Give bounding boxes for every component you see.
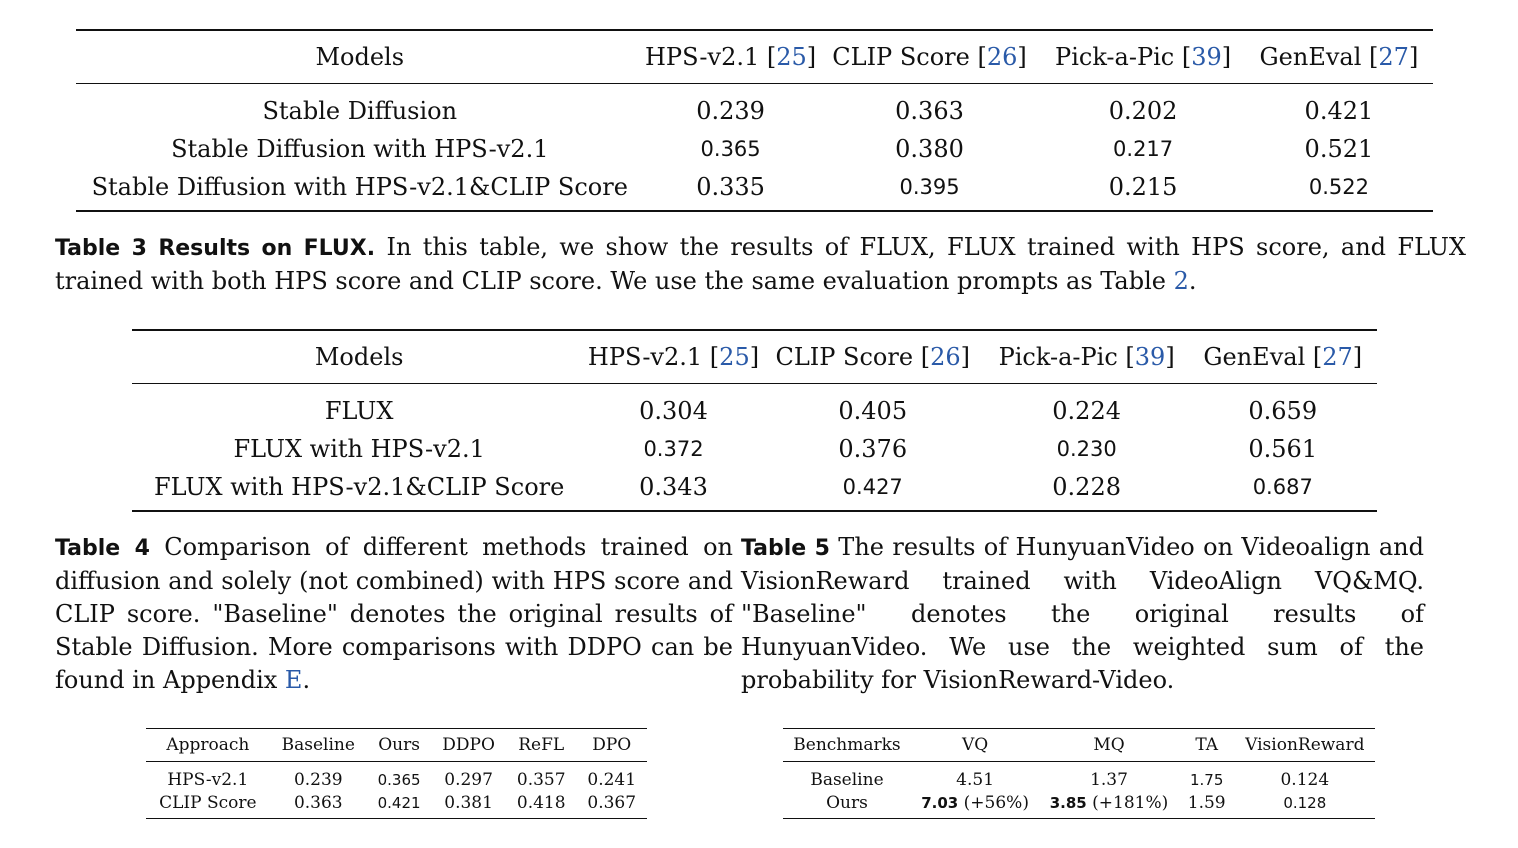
cell-pick: 0.228 [985,468,1189,511]
cell-geneval: 0.521 [1304,135,1374,163]
table-row [132,468,1377,511]
col-header-ours: Ours [367,729,431,762]
cell-refl: 0.418 [506,791,576,819]
col-header-mq: MQ [1039,729,1179,762]
table-header-row [132,330,1377,384]
cell-ddpo: 0.381 [431,791,506,819]
col-header-clip: CLIP Score [26] [818,30,1042,84]
cell-dpo: 0.367 [576,791,647,819]
cell-mq [1039,762,1179,792]
cell-mq [1039,791,1179,819]
table-header-row [146,729,647,762]
cell-refl: 0.357 [516,769,566,790]
col-header-hps-label: HPS-v2.1 [587,343,710,371]
table5-caption [741,531,1424,697]
col-header-baseline: Baseline [270,729,367,762]
table-sd-results [76,29,1433,212]
col-header-geneval-label: GenEval [1259,43,1370,71]
cell-model: FLUX with HPS-v2.1&CLIP Score [132,468,586,511]
table4-caption [55,531,733,697]
cell-vq [911,762,1039,792]
table-row [76,84,1433,131]
table-header-row [783,729,1375,762]
citation-link[interactable]: 39 [1191,43,1222,71]
table-video-results [783,728,1375,819]
col-header-hps: HPS-v2.1 [25] [586,330,760,384]
cell-clip: 0.405 [838,397,908,425]
col-header-approach: Approach [146,729,270,762]
table-row [783,791,1375,819]
citation-link[interactable]: 25 [776,43,807,71]
col-header-benchmarks: Benchmarks [783,729,911,762]
cell-baseline: 0.363 [270,791,367,819]
cell-mq-value-best: 3.85 [1049,793,1087,812]
cell-model: FLUX [324,397,394,425]
cell-hps-best: 0.365 [700,137,761,161]
col-header-geneval-label: GenEval [1203,343,1313,371]
table3-caption-text: In this table, we show the results of FLUX, FLUX trained with HPS score, and FLUX trained with both HPS score and CLIP score. We use the same evaluation prompts as Table [55,233,1467,295]
caption-period: . [302,666,311,694]
citation-link[interactable]: 39 [1134,343,1166,371]
citation-link[interactable]: 27 [1378,43,1409,71]
cell-hps: 0.304 [639,397,708,425]
cell-pick: 0.224 [1052,397,1121,425]
cell-hps: 0.335 [644,168,818,211]
cell-ddpo: 0.297 [444,769,493,790]
table-row [132,384,1377,431]
col-header-dpo: DPO [576,729,647,762]
col-header-refl: ReFL [506,729,576,762]
cell-approach: HPS-v2.1 [167,769,249,790]
table-row [146,791,647,819]
cell-baseline: 0.239 [293,769,343,790]
cell-vq-delta: (+56%) [958,792,1029,813]
col-header-pick: Pick-a-Pic [39] [1041,30,1244,84]
cell-geneval-best: 0.687 [1189,468,1377,511]
col-header-vq: VQ [911,729,1039,762]
appendix-reference-link[interactable]: E [284,666,303,694]
cell-visionreward: 0.124 [1280,769,1330,790]
col-header-ta: TA [1179,729,1235,762]
table4-caption-text: Comparison of different methods trained on diffusion and solely (not combined) with HPS score and CLIP score. "Baseline" denotes the original results of Stable Diffusion. More comparisons with DDPO can be found in Appendix [55,533,734,694]
cell-hps: 0.343 [586,468,760,511]
col-header-clip: CLIP Score [26] [761,330,985,384]
citation-link[interactable]: 27 [1322,343,1353,371]
cell-vq-value-best: 7.03 [921,793,959,812]
col-header-pick-label: Pick-a-Pic [998,343,1126,371]
table-row [783,762,1375,792]
col-header-hps-label: HPS-v2.1 [645,43,767,71]
cell-geneval: 0.561 [1248,435,1318,463]
cell-ours-best: 0.421 [367,791,431,819]
cell-pick: 0.215 [1041,168,1244,211]
cell-model: Stable Diffusion with HPS-v2.1&CLIP Score [76,168,644,211]
cell-mq-delta: (+181%) [1086,792,1169,813]
col-header-pick: Pick-a-Pic [39] [985,330,1189,384]
col-header-models: Models [132,330,586,384]
table-row [132,430,1377,468]
cell-pick-best: 0.217 [1113,137,1174,161]
table-row [76,130,1433,168]
cell-model: FLUX with HPS-v2.1 [233,435,485,463]
citation-link[interactable]: 25 [719,343,750,371]
caption-period: . [1188,267,1197,295]
table3-caption-label: Table 3 Results on FLUX. [55,236,376,261]
cell-clip: 0.380 [895,135,964,163]
cell-ta-best: 1.75 [1189,770,1224,789]
cell-clip: 0.376 [838,435,908,463]
col-header-clip-label: CLIP Score [775,343,921,371]
col-header-geneval: GenEval [27] [1189,330,1377,384]
table-reference-link[interactable]: 2 [1173,267,1189,295]
cell-benchmark: Baseline [810,769,884,790]
cell-vq [911,791,1039,819]
col-header-pick-label: Pick-a-Pic [1055,43,1182,71]
cell-vq-value: 4.51 [956,769,995,790]
citation-link[interactable]: 26 [986,43,1018,71]
table4-caption-label: Table 4 [55,536,150,561]
cell-geneval: 0.659 [1248,397,1318,425]
table-header-row [76,30,1433,84]
cell-hps-best: 0.372 [643,437,704,461]
table5-caption-text: The results of HunyuanVideo on Videoalign and VisionReward trained with VideoAlign VQ&MQ. "Baseline" denotes the original results of HunyuanVideo. We use the weighted sum of the probability for VisionReward-Video. [741,533,1424,694]
cell-ta: 1.59 [1179,791,1235,819]
cell-model: Stable Diffusion with HPS-v2.1 [171,135,549,163]
col-header-ddpo: DDPO [431,729,506,762]
cell-clip-best: 0.427 [761,468,985,511]
table-method-comparison [146,728,647,819]
col-header-geneval: GenEval [27] [1245,30,1433,84]
cell-clip: 0.363 [895,97,964,125]
table-flux-results [132,329,1377,512]
cell-dpo: 0.241 [587,769,637,790]
cell-clip-best: 0.395 [818,168,1042,211]
cell-approach: CLIP Score [146,791,270,819]
col-header-models: Models [76,30,644,84]
cell-benchmark: Ours [783,791,911,819]
cell-model: Stable Diffusion [262,97,458,125]
table3-caption [55,231,1466,298]
table-row [76,168,1433,211]
cell-ours-best: 0.365 [377,770,421,789]
table-row [146,762,647,792]
col-header-clip-label: CLIP Score [832,43,978,71]
cell-hps: 0.239 [696,97,765,125]
cell-visionreward-best: 0.128 [1235,791,1375,819]
citation-link[interactable]: 26 [930,343,961,371]
cell-pick: 0.202 [1108,97,1178,125]
col-header-hps: HPS-v2.1 [25] [644,30,818,84]
table5-caption-label: Table 5 [741,536,830,561]
cell-pick-best: 0.230 [1056,437,1117,461]
cell-geneval-best: 0.522 [1245,168,1433,211]
cell-mq-value: 1.37 [1090,769,1128,790]
cell-geneval: 0.421 [1304,97,1374,125]
col-header-visionreward: VisionReward [1235,729,1375,762]
